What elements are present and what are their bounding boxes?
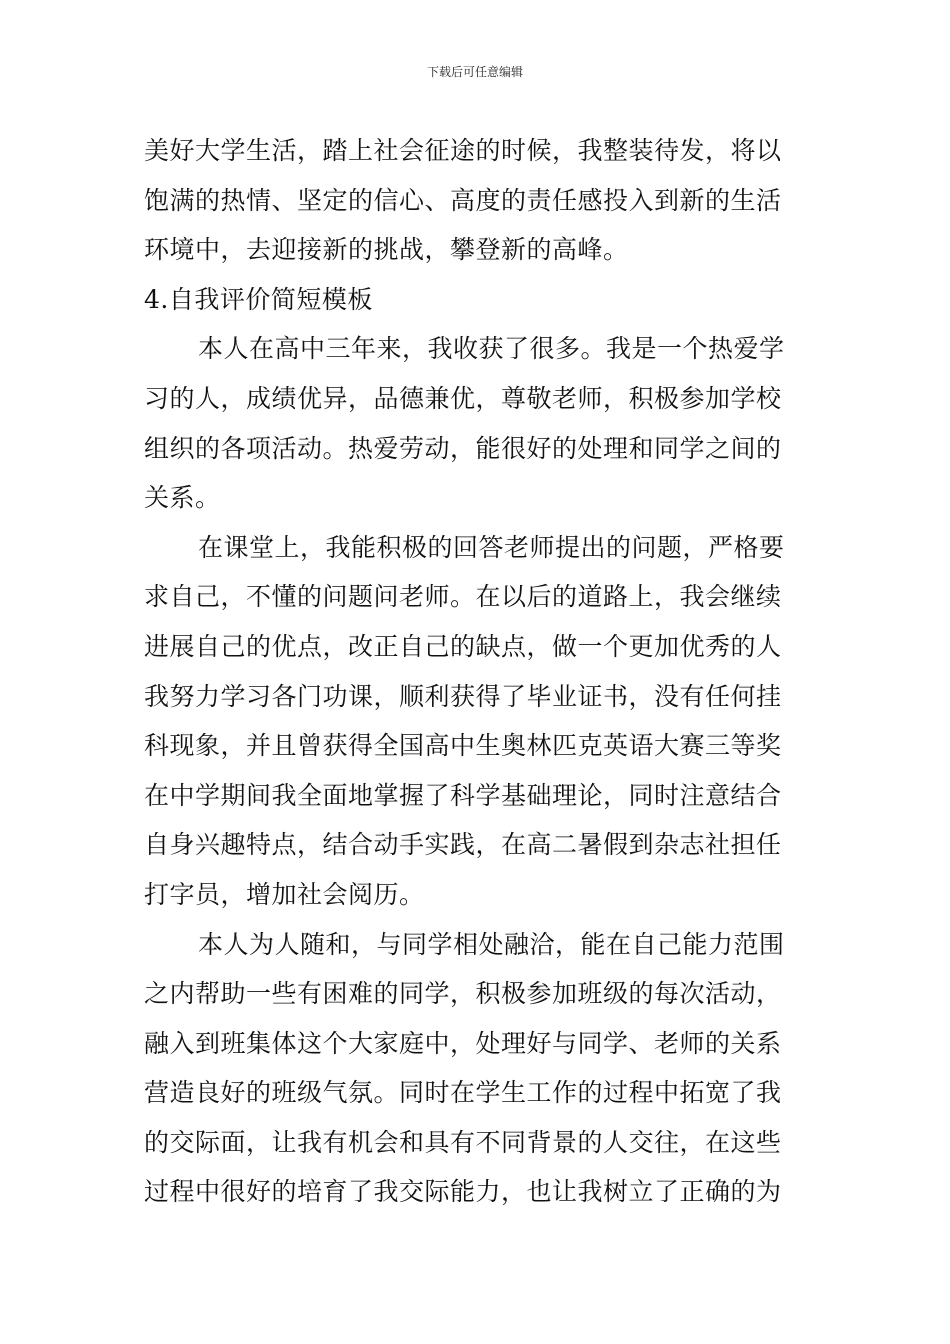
page-header: 下载后可任意编辑	[426, 65, 523, 79]
text-line: 组织的各项活动。热爱劳动，能很好的处理和同学之间的	[144, 433, 782, 463]
text-line: 美好大学生活，踏上社会征途的时候，我整装待发，将以	[144, 136, 782, 165]
text-line: 我努力学习各门功课，顺利获得了毕业证书，没有任何挂	[144, 681, 782, 711]
text-line: 科现象，并且曾获得全国高中生奥林匹克英语大赛三等奖	[144, 731, 782, 761]
text-line: 进展自己的优点，改正自己的缺点，做一个更加优秀的人	[144, 631, 782, 661]
text-line: 在中学期间我全面地掌握了科学基础理论，同时注意结合	[144, 780, 782, 810]
text-line: 自身兴趣特点，结合动手实践，在高二暑假到杂志社担任	[144, 830, 782, 860]
text-line: 打字员，增加社会阅历。	[144, 879, 425, 909]
text-line: 营造良好的班级气氛。同时在学生工作的过程中拓宽了我	[144, 1078, 782, 1108]
text-line: 融入到班集体这个大家庭中，处理好与同学、老师的关系	[144, 1028, 782, 1058]
text-line: 求自己，不懂的问题问老师。在以后的道路上，我会继续	[144, 582, 782, 612]
section-heading: 4.自我评价简短模板	[144, 284, 373, 314]
paragraph-first-line: 本人在高中三年来，我收获了很多。我是一个热爱学	[198, 334, 785, 364]
paragraph-first-line: 本人为人随和，与同学相处融洽，能在自己能力范围	[198, 929, 785, 959]
text-line: 过程中很好的培育了我交际能力，也让我树立了正确的为	[144, 1177, 782, 1207]
text-line: 环境中，去迎接新的挑战，攀登新的高峰。	[144, 235, 629, 265]
text-line: 习的人，成绩优异，品德兼优，尊敬老师，积极参加学校	[144, 383, 782, 413]
text-line: 的交际面，让我有机会和具有不同背景的人交往，在这些	[144, 1127, 782, 1157]
document-body	[144, 126, 814, 1217]
text-line: 之内帮助一些有困难的同学，积极参加班级的每次活动，	[144, 979, 782, 1009]
text-line: 饱满的热情、坚定的信心、高度的责任感投入到新的生活	[144, 185, 782, 215]
text-line: 关系。	[144, 483, 221, 513]
paragraph-first-line: 在课堂上，我能积极的回答老师提出的问题，严格要	[198, 532, 785, 562]
